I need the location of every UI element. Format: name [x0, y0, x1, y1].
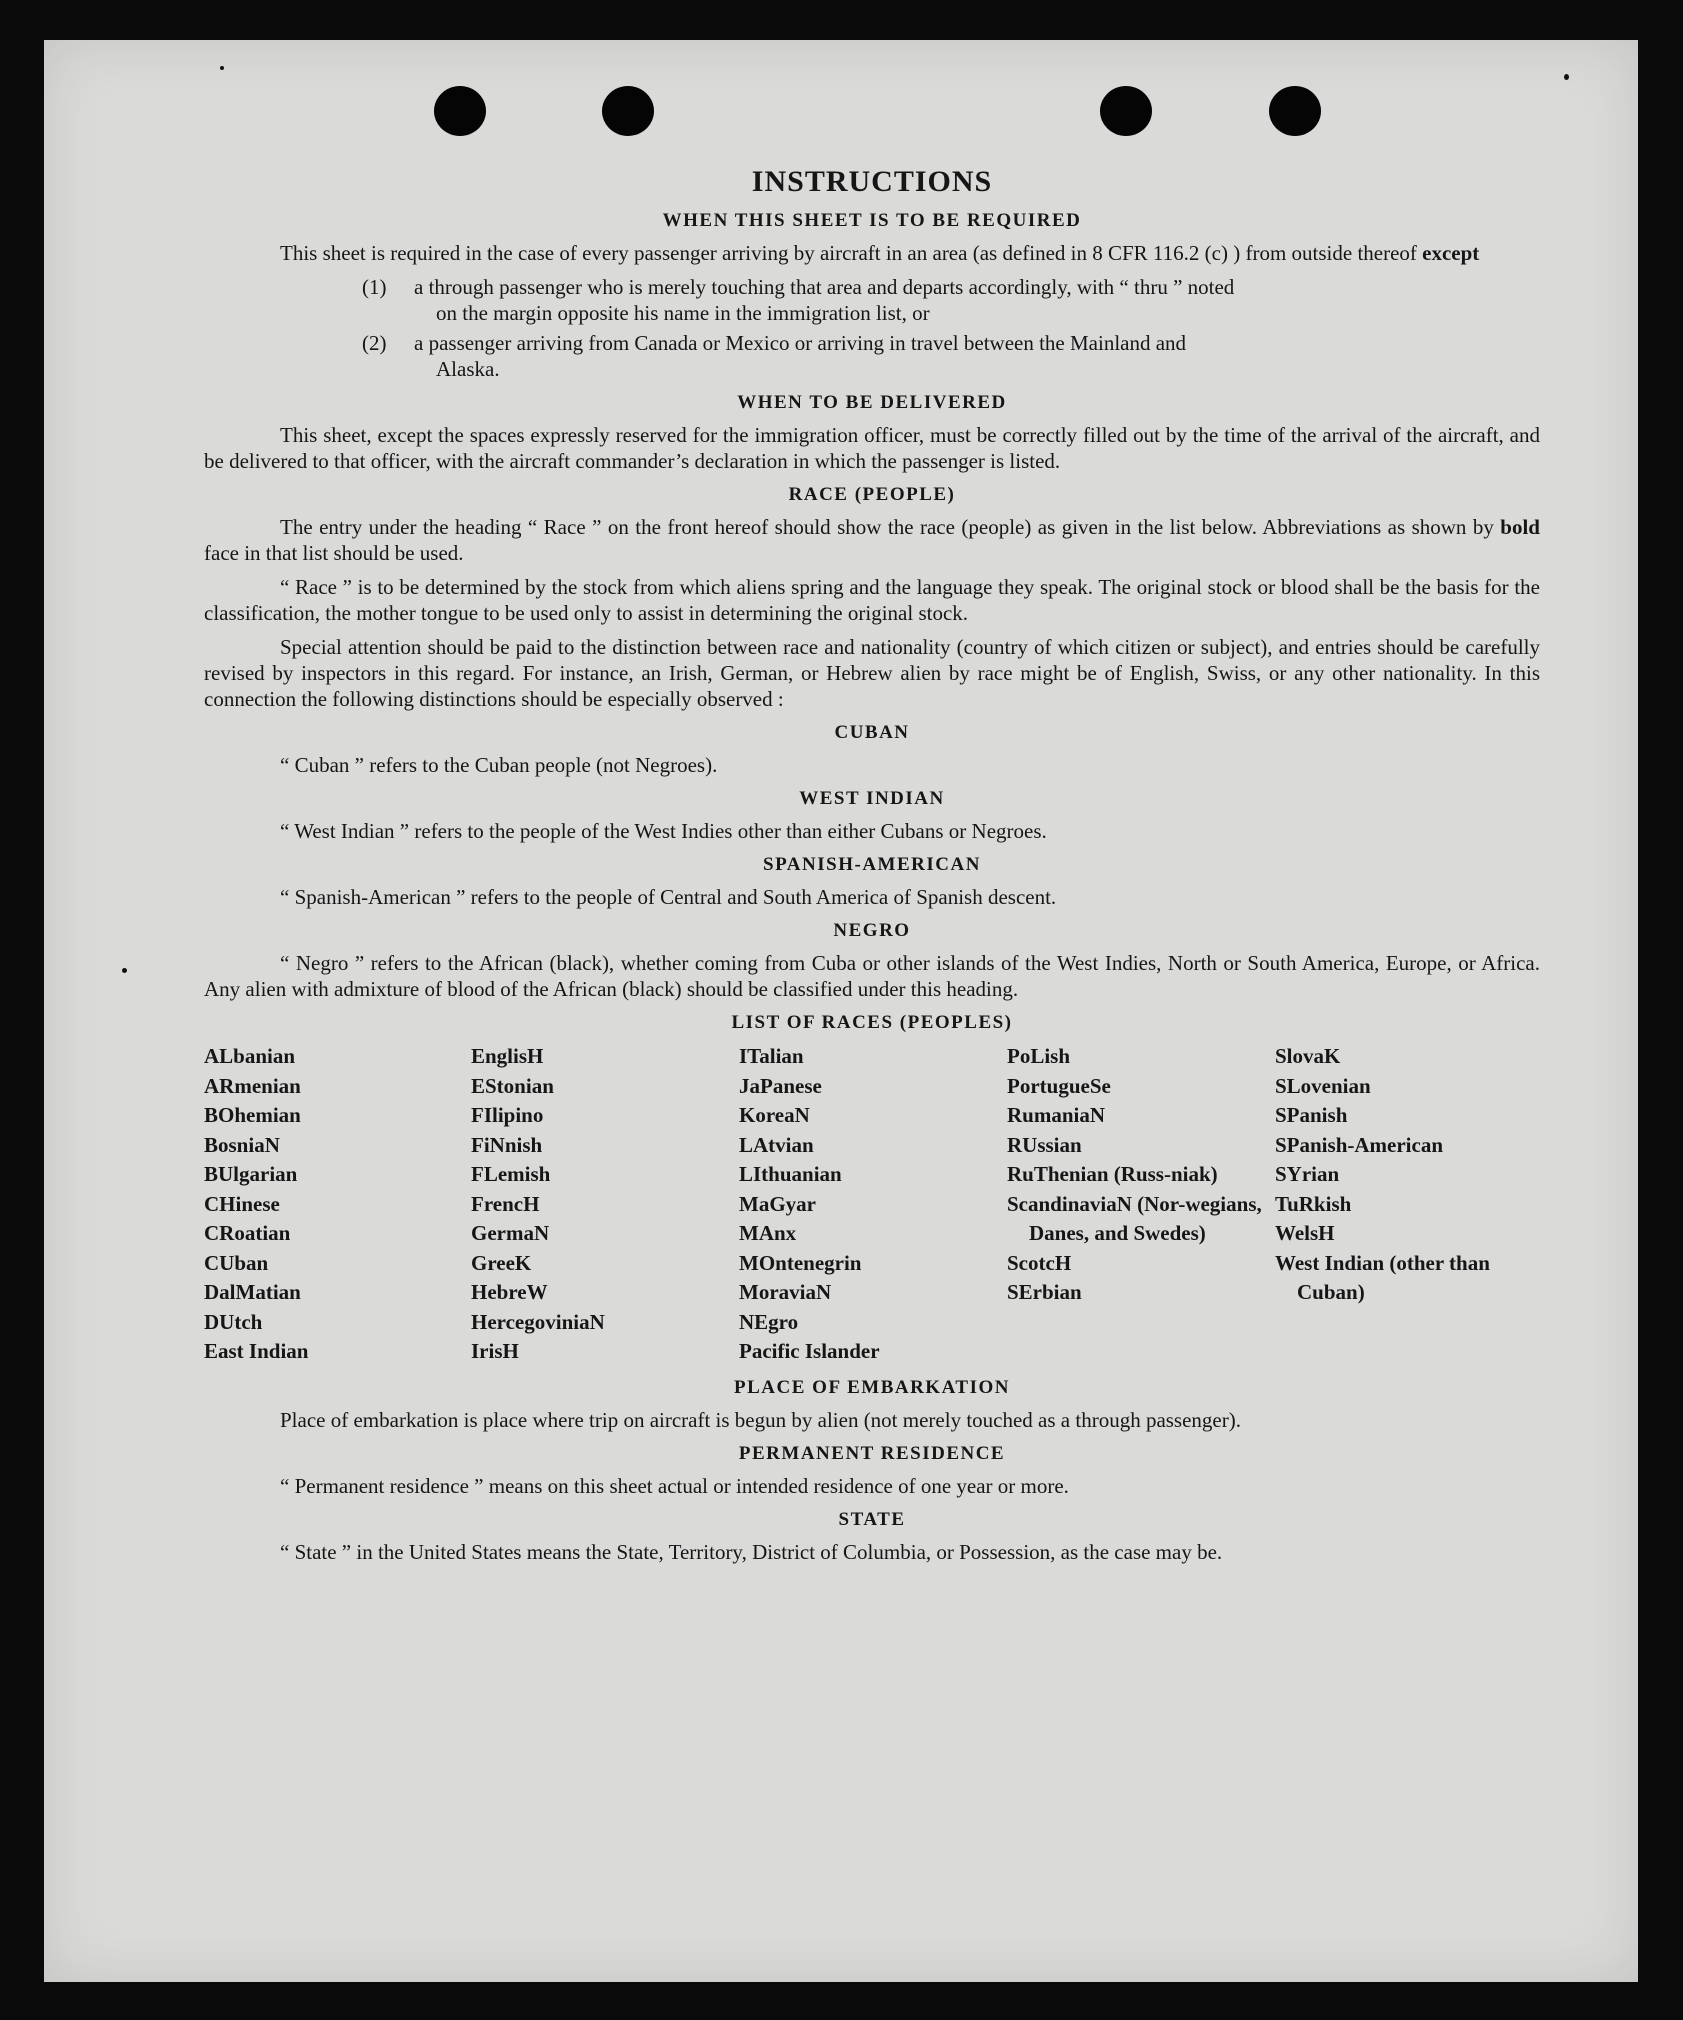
- punch-hole: [434, 86, 486, 136]
- race-entry: LAtvian: [739, 1132, 814, 1157]
- speck: [220, 66, 224, 70]
- punch-hole: [1269, 86, 1321, 136]
- race-entry: BUlgarian: [204, 1162, 298, 1186]
- race-entry: NEgro: [739, 1309, 799, 1334]
- race-entry: PortugueSe: [1007, 1073, 1111, 1098]
- race-entry: IrisH: [471, 1339, 519, 1363]
- paragraph: This sheet is required in the case of every passenger arriving by aircraft in an area (as defined in 8 CFR 116.2 (c) ) from outside thereof except: [280, 241, 1480, 265]
- paragraph: “ Cuban ” refers to the Cuban people (not Negroes).: [280, 753, 718, 777]
- race-entry: PoLish: [1007, 1044, 1071, 1068]
- race-column: [1007, 1042, 1275, 1367]
- race-entry: BOhemian: [204, 1103, 301, 1127]
- paragraph: Place of embarkation is place where trip on aircraft is begun by alien (not merely touched as a through passenger).: [280, 1407, 1241, 1432]
- race-entry: LIthuanian: [739, 1162, 842, 1186]
- section-heading: NEGRO: [833, 920, 911, 941]
- list-item: (1) a through passenger who is merely touching that area and departs accordingly, with “ thru ” noted on the margin opposite his name in the immigration list, or: [362, 275, 1235, 325]
- race-entry: GreeK: [471, 1250, 532, 1275]
- race-entry: SlovaK: [1275, 1044, 1341, 1068]
- race-entry: KoreaN: [739, 1103, 810, 1127]
- race-entry: RuThenian (Russ-niak): [1007, 1162, 1218, 1186]
- list-item: (2) a passenger arriving from Canada or Mexico or arriving in travel between the Mainland and Alaska.: [362, 331, 1187, 381]
- page-title: INSTRUCTIONS: [751, 165, 993, 198]
- race-entry: FrencH: [471, 1191, 540, 1216]
- race-entry: EStonian: [471, 1073, 554, 1098]
- section-heading: RACE (PEOPLE): [788, 484, 956, 505]
- race-entry: EnglisH: [471, 1044, 544, 1068]
- race-entry: RUssian: [1007, 1132, 1082, 1157]
- section-heading: LIST OF RACES (PEOPLES): [731, 1012, 1013, 1033]
- race-entry: RumaniaN: [1007, 1103, 1106, 1127]
- race-entry: ScandinaviaN (Nor-wegians, Danes, and Swedes): [1007, 1191, 1262, 1245]
- race-column: [204, 1042, 471, 1367]
- race-entry: WelsH: [1275, 1221, 1335, 1245]
- race-column: [471, 1042, 739, 1367]
- race-entry: FiNnish: [471, 1132, 543, 1157]
- speck: [122, 968, 127, 973]
- section-heading: PERMANENT RESIDENCE: [738, 1442, 1006, 1464]
- race-entry: GermaN: [471, 1221, 550, 1245]
- race-entry: MaGyar: [739, 1191, 816, 1216]
- race-entry: FLemish: [471, 1162, 551, 1186]
- race-entry: MoraviaN: [739, 1280, 832, 1304]
- race-entry: SPanish: [1275, 1103, 1348, 1127]
- paragraph: “ West Indian ” refers to the people of the West Indies other than either Cubans or Negroes.: [280, 819, 1047, 843]
- race-entry: ALbanian: [204, 1044, 296, 1068]
- race-entry: CRoatian: [204, 1221, 291, 1245]
- paragraph: “ Spanish-American ” refers to the people of Central and South America of Spanish descent.: [280, 885, 1057, 909]
- paragraph: The entry under the heading “ Race ” on the front hereof should show the race (people) as given in the list below. Abbreviations as shown by bold face in that list should be used.: [204, 515, 1540, 565]
- race-entry: BosniaN: [204, 1132, 280, 1157]
- race-entry: ARmenian: [204, 1073, 301, 1098]
- section-heading: STATE: [838, 1508, 906, 1530]
- paragraph: This sheet, except the spaces expressly reserved for the immigration officer, must be correctly filled out by the time of the arrival of the aircraft, and be delivered to that officer, with the aircraft commander’s declaration in which the passenger is listed.: [204, 423, 1540, 473]
- race-entry: CUban: [204, 1250, 269, 1275]
- section-heading: WEST INDIAN: [799, 788, 945, 809]
- race-entry: East Indian: [204, 1339, 309, 1363]
- paragraph: Special attention should be paid to the distinction between race and nationality (country of which citizen or subject), and entries should be carefully revised by inspectors in this regard. For instance, an Irish, German, or Hebrew alien by race might be of English, Swiss, or any other nationality. In this connection the following distinctions should be especially observed :: [204, 635, 1540, 711]
- section-heading: WHEN THIS SHEET IS TO BE REQUIRED: [662, 210, 1082, 231]
- race-entry: JaPanese: [739, 1073, 822, 1098]
- race-entry: Pacific Islander: [739, 1339, 880, 1363]
- race-entry: DalMatian: [204, 1280, 301, 1304]
- race-list: [204, 1042, 1540, 1367]
- race-entry: FIlipino: [471, 1103, 544, 1127]
- instructions-body: [204, 164, 1540, 1573]
- paragraph: “ Race ” is to be determined by the stock from which aliens spring and the language they speak. The original stock or blood shall be the basis for the classification, the mother tongue to be used only to assist in determining the original stock.: [204, 575, 1540, 625]
- race-entry: HebreW: [471, 1280, 548, 1304]
- section-heading: PLACE OF EMBARKATION: [734, 1376, 1010, 1398]
- race-entry: CHinese: [204, 1191, 280, 1216]
- paragraph: “ Permanent residence ” means on this sheet actual or intended residence of one year or more.: [280, 1473, 1069, 1498]
- race-entry: ScotcH: [1007, 1250, 1072, 1275]
- race-entry: TuRkish: [1275, 1191, 1352, 1216]
- race-entry: DUtch: [204, 1309, 263, 1334]
- race-entry: SPanish-American: [1275, 1132, 1443, 1157]
- race-entry: ITalian: [739, 1044, 804, 1068]
- section-heading: SPANISH-AMERICAN: [763, 854, 981, 875]
- race-entry: MOntenegrin: [739, 1250, 862, 1275]
- race-column: [1275, 1042, 1540, 1367]
- race-entry: SErbian: [1007, 1280, 1082, 1304]
- paragraph: “ State ” in the United States means the State, Territory, District of Columbia, or Possession, as the case may be.: [280, 1539, 1223, 1564]
- speck: [1564, 74, 1569, 80]
- race-entry: SYrian: [1275, 1162, 1340, 1186]
- race-column: [739, 1042, 1007, 1367]
- document-page: [44, 40, 1638, 1982]
- race-entry: MAnx: [739, 1221, 797, 1245]
- race-entry: West Indian (other than Cuban): [1275, 1250, 1490, 1304]
- section-heading: WHEN TO BE DELIVERED: [737, 392, 1007, 413]
- paragraph: “ Negro ” refers to the African (black), whether coming from Cuba or other islands of the West Indies, North or South America, Europe, or Africa. Any alien with admixture of blood of the African (black) should be classified under this heading.: [204, 951, 1540, 1001]
- punch-hole: [1100, 86, 1152, 136]
- race-entry: HercegoviniaN: [471, 1309, 605, 1334]
- punch-hole: [602, 86, 654, 136]
- section-heading: CUBAN: [834, 722, 910, 743]
- race-entry: SLovenian: [1275, 1073, 1371, 1098]
